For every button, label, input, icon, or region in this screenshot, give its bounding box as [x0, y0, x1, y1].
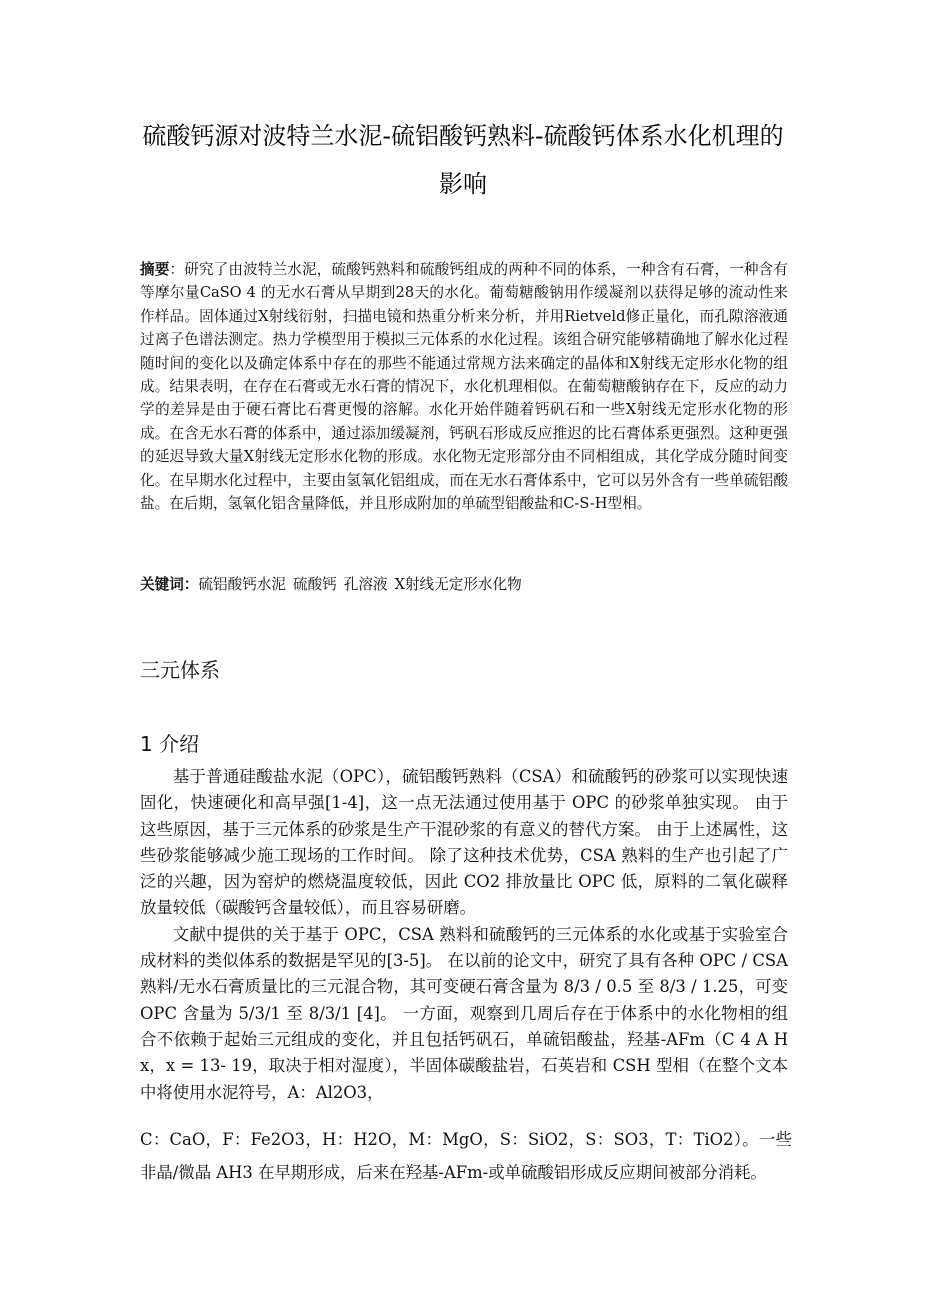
- keyword: 硫铝酸钙水泥: [198, 576, 286, 593]
- paragraph: 文献中提供的关于基于 OPC，CSA 熟料和硫酸钙的三元体系的水化或基于实验室合成材料的类似体系的数据是罕见的[3-5]。 在以前的论文中，研究了具有各种 OPC / CSA 熟料/无水石膏质量比的三元混合物，其可变硬石膏含量为 8/3 / 0.5 至 8/3 / 1.25，可变 OPC 含量为 5/3/1 至 8/3/1 [4]。 一方面，观察到几周后存在于体系中的水化物相的组合不依赖于起始三元组成的变化，并且包括钙矾石，单硫铝酸盐，羟基-AFm（C 4 A H x，x = 13- 19，取决于相对湿度），半固体碳酸盐岩，石英岩和 CSH 型相（在整个文本中将使用水泥符号，A：Al2O3，: [140, 924, 788, 1102]
- paper-title: 硫酸钙源对波特兰水泥-硫铝酸钙熟料-硫酸钙体系水化机理的影响: [142, 122, 784, 198]
- abstract-label: 摘要: [140, 261, 170, 278]
- paragraph: 基于普通硅酸盐水泥（OPC），硫铝酸钙熟料（CSA）和硫酸钙的砂浆可以实现快速固化，快速硬化和高早强[1-4]，这一点无法通过使用基于 OPC 的砂浆单独实现。 由于这些原因，基于三元体系的砂浆是生产干混砂浆的有意义的替代方案。 由于上述属性，这些砂浆能够减少施工现场的工作时间。 除了这种技术优势，CSA 熟料的生产也引起了广泛的兴趣，因为窑炉的燃烧温度较低，因此 CO2 排放量比 OPC 低，原料的二氧化碳释放量较低（碳酸钙含量较低），而且容易研磨。: [140, 767, 788, 918]
- section-heading-introduction: 1 介绍: [140, 732, 200, 756]
- abstract: [140, 258, 788, 515]
- keywords: [140, 573, 788, 597]
- keywords-label: 关键词: [140, 576, 184, 593]
- keywords-label-separator: ：: [183, 576, 199, 593]
- keyword: 孔溶液: [343, 576, 388, 593]
- section-heading-ternary-system: 三元体系: [140, 658, 220, 682]
- keyword: X射线无定形水化物: [394, 576, 522, 593]
- keyword: 硫酸钙: [292, 576, 337, 593]
- paragraph-continuation: C：CaO，F：Fe2O3，H：H2O，M：MgO，S：SiO2，S：SO3，T：TiO2）。一些非晶/微晶 AH3 在早期形成，后来在羟基-AFm-或单硫酸铝形成反应期间被部分消耗。: [140, 1130, 792, 1182]
- abstract-text: 研究了由波特兰水泥，硫酸钙熟料和硫酸钙组成的两种不同的体系，一种含有石膏，一种含有等摩尔量CaSO 4 的无水石膏从早期到28天的水化。葡萄糖酸钠用作缓凝剂以获得足够的流动性来作样品。固体通过X射线衍射，扫描电镜和热重分析来分析，并用Rietveld修正量化，而孔隙溶液通过离子色谱法测定。热力学模型用于模拟三元体系的水化过程。该组合研究能够精确地了解水化过程随时间的变化以及确定体系中存在的那些不能通过常规方法来确定的晶体和X射线无定形水化物的组成。结果表明，在存在石膏或无水石膏的情况下，水化机理相似。在葡萄糖酸钠存在下，反应的动力学的差异是由于硬石膏比石膏更慢的溶解。水化开始伴随着钙矾石和一些X射线无定形水化物的形成。在含无水石膏的体系中，通过添加缓凝剂，钙矾石形成反应推迟的比石膏体系更强烈。这种更强的延迟导致大量X射线无定形水化物的形成。水化物无定形部分由不同相组成，其化学成分随时间变化。在早期水化过程中，主要由氢氧化铝组成，而在无水石膏体系中，它可以另外含有一些单硫铝酸盐。在后期，氢氧化铝含量降低，并且形成附加的单硫型铝酸盐和C-S-H型相。: [140, 261, 788, 513]
- abstract-label-separator: ：: [169, 261, 185, 278]
- introduction-body: [140, 764, 788, 1106]
